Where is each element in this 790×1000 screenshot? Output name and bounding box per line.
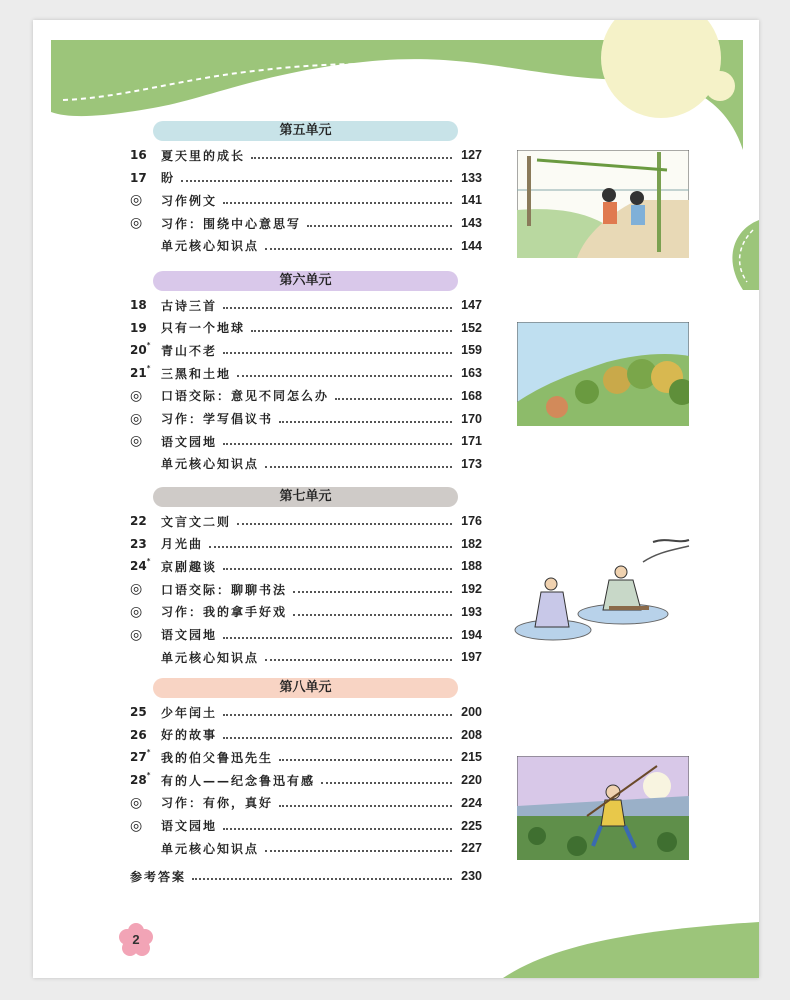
leader-dots — [251, 157, 452, 159]
toc-entry[interactable] — [130, 236, 482, 256]
entry-number: 24* — [130, 557, 151, 574]
entry-number: ◎ — [130, 581, 143, 598]
entry-number: ◎ — [130, 603, 143, 620]
entry-page: 170 — [461, 411, 482, 426]
entry-page: 127 — [461, 148, 482, 162]
entry-title: 习作：围绕中心意思写 — [161, 216, 302, 231]
entry-number: 17 — [130, 170, 147, 185]
entry-title: 三黑和土地 — [161, 366, 232, 381]
entry-title: 语文园地 — [161, 819, 218, 833]
leader-dots — [293, 591, 452, 593]
entry-page: 194 — [461, 627, 482, 642]
entry-number: 18 — [130, 298, 147, 312]
unit-heading: 第五单元 — [153, 121, 458, 141]
leader-dots — [223, 202, 452, 204]
entry-number: ◎ — [130, 817, 143, 834]
toc-entry[interactable] — [130, 213, 482, 233]
toc-entry[interactable] — [130, 534, 482, 554]
unit-heading: 第八单元 — [153, 678, 458, 698]
garden-children-illustration — [517, 150, 689, 258]
entry-title: 单元核心知识点 — [161, 650, 260, 665]
entry-title: 好的故事 — [161, 728, 218, 743]
entry-number: 28* — [130, 771, 151, 788]
entry-page: 193 — [461, 604, 482, 619]
entry-number: ◎ — [130, 626, 143, 643]
entry-page: 200 — [461, 705, 482, 719]
leader-dots — [223, 568, 452, 570]
entry-page: 182 — [461, 536, 482, 551]
toc-entry[interactable] — [130, 409, 482, 429]
entry-page: 176 — [461, 514, 482, 528]
toc-entry[interactable] — [130, 340, 482, 360]
entry-page: 188 — [461, 559, 482, 574]
toc-entry[interactable] — [130, 702, 482, 722]
toc-entry[interactable] — [130, 363, 482, 383]
toc-entry[interactable] — [130, 168, 482, 188]
leader-dots — [223, 737, 452, 739]
entry-title: 京剧趣谈 — [161, 559, 218, 574]
leader-dots — [335, 398, 452, 400]
entry-title: 语文园地 — [161, 434, 218, 449]
entry-title: 盼 — [161, 171, 176, 186]
entry-number: ◎ — [130, 215, 143, 232]
entry-page: 208 — [461, 727, 482, 742]
entry-number: 26 — [130, 727, 147, 742]
entry-title: 古诗三首 — [161, 298, 218, 313]
toc-entry[interactable] — [130, 816, 482, 836]
toc-entry[interactable] — [130, 145, 482, 165]
leader-dots — [192, 878, 452, 880]
optional-star: * — [146, 771, 151, 780]
answers-row[interactable] — [130, 866, 482, 886]
entry-title: 习作：我的拿手好戏 — [161, 605, 288, 620]
entry-number: 19 — [130, 320, 147, 335]
entry-title: 单元核心知识点 — [161, 457, 260, 472]
sun-circle — [601, 20, 721, 118]
unit-heading: 第七单元 — [153, 487, 458, 507]
entry-title: 少年闰土 — [161, 705, 218, 720]
entry-page: 227 — [461, 841, 482, 856]
entry-page: 159 — [461, 343, 482, 358]
entry-title: 语文园地 — [161, 628, 218, 642]
page-number: 2 — [132, 932, 140, 947]
leader-dots — [223, 352, 452, 354]
entry-page: 197 — [461, 650, 482, 665]
entry-number: 22 — [130, 514, 147, 528]
toc-entry[interactable] — [130, 556, 482, 576]
side-leaf-decoration — [713, 210, 759, 300]
entry-page: 144 — [461, 238, 482, 253]
boy-with-fork-illustration — [517, 756, 689, 860]
toc-entry[interactable] — [130, 770, 482, 790]
entry-page: 192 — [461, 582, 482, 597]
entry-title: 口语交际：意见不同怎么办 — [161, 389, 330, 404]
entry-number: 21* — [130, 364, 151, 381]
entry-title: 口语交际：聊聊书法 — [161, 582, 288, 597]
entry-title: 单元核心知识点 — [161, 239, 260, 254]
leader-dots — [237, 375, 452, 377]
entry-page: 152 — [461, 320, 482, 335]
leader-dots — [265, 248, 452, 250]
entry-number: ◎ — [130, 387, 143, 404]
toc-entry[interactable] — [130, 647, 482, 667]
leader-dots — [223, 828, 452, 830]
optional-star: * — [146, 341, 151, 350]
entry-page: 133 — [461, 170, 482, 185]
entry-title: 只有一个地球 — [161, 321, 246, 336]
toc-entry[interactable] — [130, 318, 482, 338]
leader-dots — [307, 225, 452, 227]
optional-star: * — [146, 748, 151, 757]
toc-entry[interactable] — [130, 602, 482, 622]
leader-dots — [209, 546, 452, 548]
toc-entry[interactable] — [130, 625, 482, 645]
leader-dots — [279, 805, 452, 807]
entry-title: 我的伯父鲁迅先生 — [161, 750, 274, 765]
answers-title: 参考答案 — [130, 869, 187, 884]
entry-title: 文言文二则 — [161, 514, 232, 529]
entry-number: 23 — [130, 536, 147, 551]
optional-star: * — [146, 557, 151, 566]
leader-dots — [293, 614, 452, 616]
entry-title: 有的人——纪念鲁迅有感 — [161, 773, 316, 788]
leader-dots — [251, 330, 452, 332]
toc-entry[interactable] — [130, 295, 482, 315]
leader-dots — [223, 637, 452, 639]
entry-title: 习作例文 — [161, 193, 218, 208]
entry-page: 163 — [461, 366, 482, 381]
toc-entry[interactable] — [130, 386, 482, 406]
leader-dots — [223, 714, 452, 716]
entry-title: 习作：有你，真好 — [161, 796, 274, 811]
entry-number: ◎ — [130, 794, 143, 811]
leader-dots — [321, 782, 452, 784]
toc-entry[interactable] — [130, 511, 482, 531]
toc-entry[interactable] — [130, 793, 482, 813]
toc-entry[interactable] — [130, 725, 482, 745]
optional-star: * — [146, 364, 151, 373]
leader-dots — [181, 180, 452, 182]
toc-entry[interactable] — [130, 579, 482, 599]
entry-number: ◎ — [130, 433, 143, 450]
toc-page — [33, 20, 759, 978]
entry-page: 225 — [461, 818, 482, 833]
entry-page: 171 — [461, 434, 482, 449]
entry-number: ◎ — [130, 192, 143, 209]
entry-page: 147 — [461, 298, 482, 312]
entry-number: 27* — [130, 748, 151, 765]
leader-dots — [265, 659, 452, 661]
entry-page: 173 — [461, 456, 482, 471]
entry-number: 25 — [130, 705, 147, 719]
landscape-illustration — [517, 322, 689, 426]
entry-number: 20* — [130, 341, 151, 358]
entry-title: 月光曲 — [161, 537, 204, 552]
entry-page: 215 — [461, 750, 482, 765]
scholars-illustration — [513, 532, 691, 644]
entry-number: ◎ — [130, 410, 143, 427]
leader-dots — [223, 443, 452, 445]
leader-dots — [237, 523, 452, 525]
entry-page: 141 — [461, 193, 482, 208]
toc-entry[interactable] — [130, 190, 482, 210]
unit-heading: 第六单元 — [153, 271, 458, 291]
toc-entry[interactable] — [130, 838, 482, 858]
leader-dots — [279, 759, 452, 761]
entry-title: 青山不老 — [161, 343, 218, 358]
entry-title: 习作：学写倡议书 — [161, 412, 274, 426]
entry-number: 16 — [130, 148, 147, 162]
entry-page: 220 — [461, 773, 482, 788]
leader-dots — [265, 466, 452, 468]
leader-dots — [265, 850, 452, 852]
toc-entry[interactable] — [130, 454, 482, 474]
entry-title: 单元核心知识点 — [161, 841, 260, 856]
leader-dots — [223, 307, 452, 309]
entry-title: 夏天里的成长 — [161, 148, 246, 163]
answers-page: 230 — [461, 869, 482, 883]
toc-entry[interactable] — [130, 747, 482, 767]
leader-dots — [279, 421, 452, 423]
toc-entry[interactable] — [130, 431, 482, 451]
entry-page: 224 — [461, 795, 482, 810]
entry-page: 143 — [461, 216, 482, 231]
entry-page: 168 — [461, 388, 482, 403]
